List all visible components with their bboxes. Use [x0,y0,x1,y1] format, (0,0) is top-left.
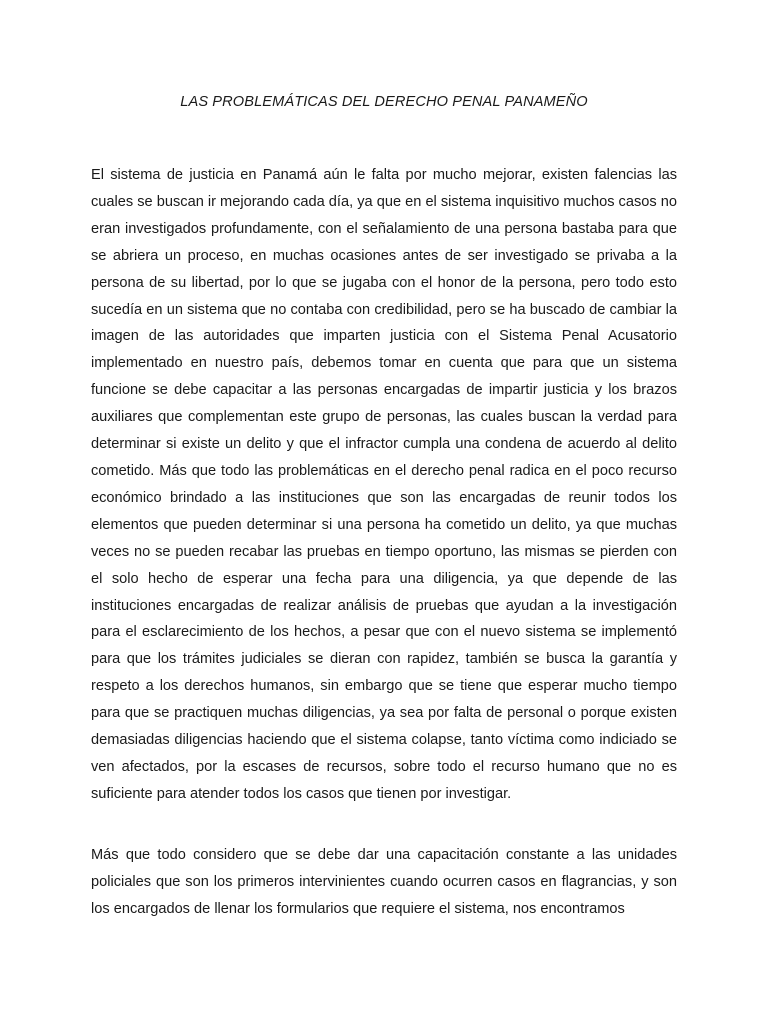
paragraph-1: El sistema de justicia en Panamá aún le falta por mucho mejorar, existen falencias las cuales se buscan ir mejorando cada día, ya que en el sistema inquisitivo muchos casos no eran investigados profundamente, con el señalamiento de una persona bastaba para que se abriera un proceso, en muchas ocasiones antes de ser investigado se privaba a la persona de su libertad, por lo que se jugaba con el honor de la persona, pero todo esto sucedía en un sistema que no contaba con credibilidad, pero se ha buscado de cambiar la imagen de las autoridades que imparten justicia con el Sistema Penal Acusatorio implementado en nuestro país, debemos tomar en cuenta que para que un sistema funcione se debe capacitar a las personas encargadas de impartir justicia y los brazos auxiliares que complementan este grupo de personas, las cuales buscan la verdad para determinar si existe un delito y que el infractor cumpla una condena de acuerdo al delito cometido. Más que todo las problemáticas en el derecho penal radica en el poco recurso económico brindado a las instituciones que son las encargadas de reunir todos los elementos que pueden determinar si una persona ha cometido un delito, ya que muchas veces no se pueden recabar las pruebas en tiempo oportuno, las mismas se pierden con el solo hecho de esperar una fecha para una diligencia, ya que depende de las instituciones encargadas de realizar análisis de pruebas que ayudan a la investigación para el esclarecimiento de los hechos, a pesar que con el nuevo sistema se implementó para que los trámites judiciales se dieran con rapidez, también se busca la garantía y respeto a los derechos humanos, sin embargo que se tiene que esperar mucho tiempo para que se practiquen muchas diligencias, ya sea por falta de personal o porque existen demasiadas diligencias haciendo que el sistema colapse, tanto víctima como indiciado se ven afectados, por la escases de recursos, sobre todo el recurso humano que no es suficiente para atender todos los casos que tienen por investigar. [91,167,677,802]
document-title: LAS PROBLEMÁTICAS DEL DERECHO PENAL PANAMEÑO [180,94,588,110]
paragraph-2: Más que todo considero que se debe dar una capacitación constante a las unidades policiales que son los primeros intervinientes cuando ocurren casos en flagrancias, y son los encargados de llenar los formularios que requiere el sistema, nos encontramos [91,847,677,917]
